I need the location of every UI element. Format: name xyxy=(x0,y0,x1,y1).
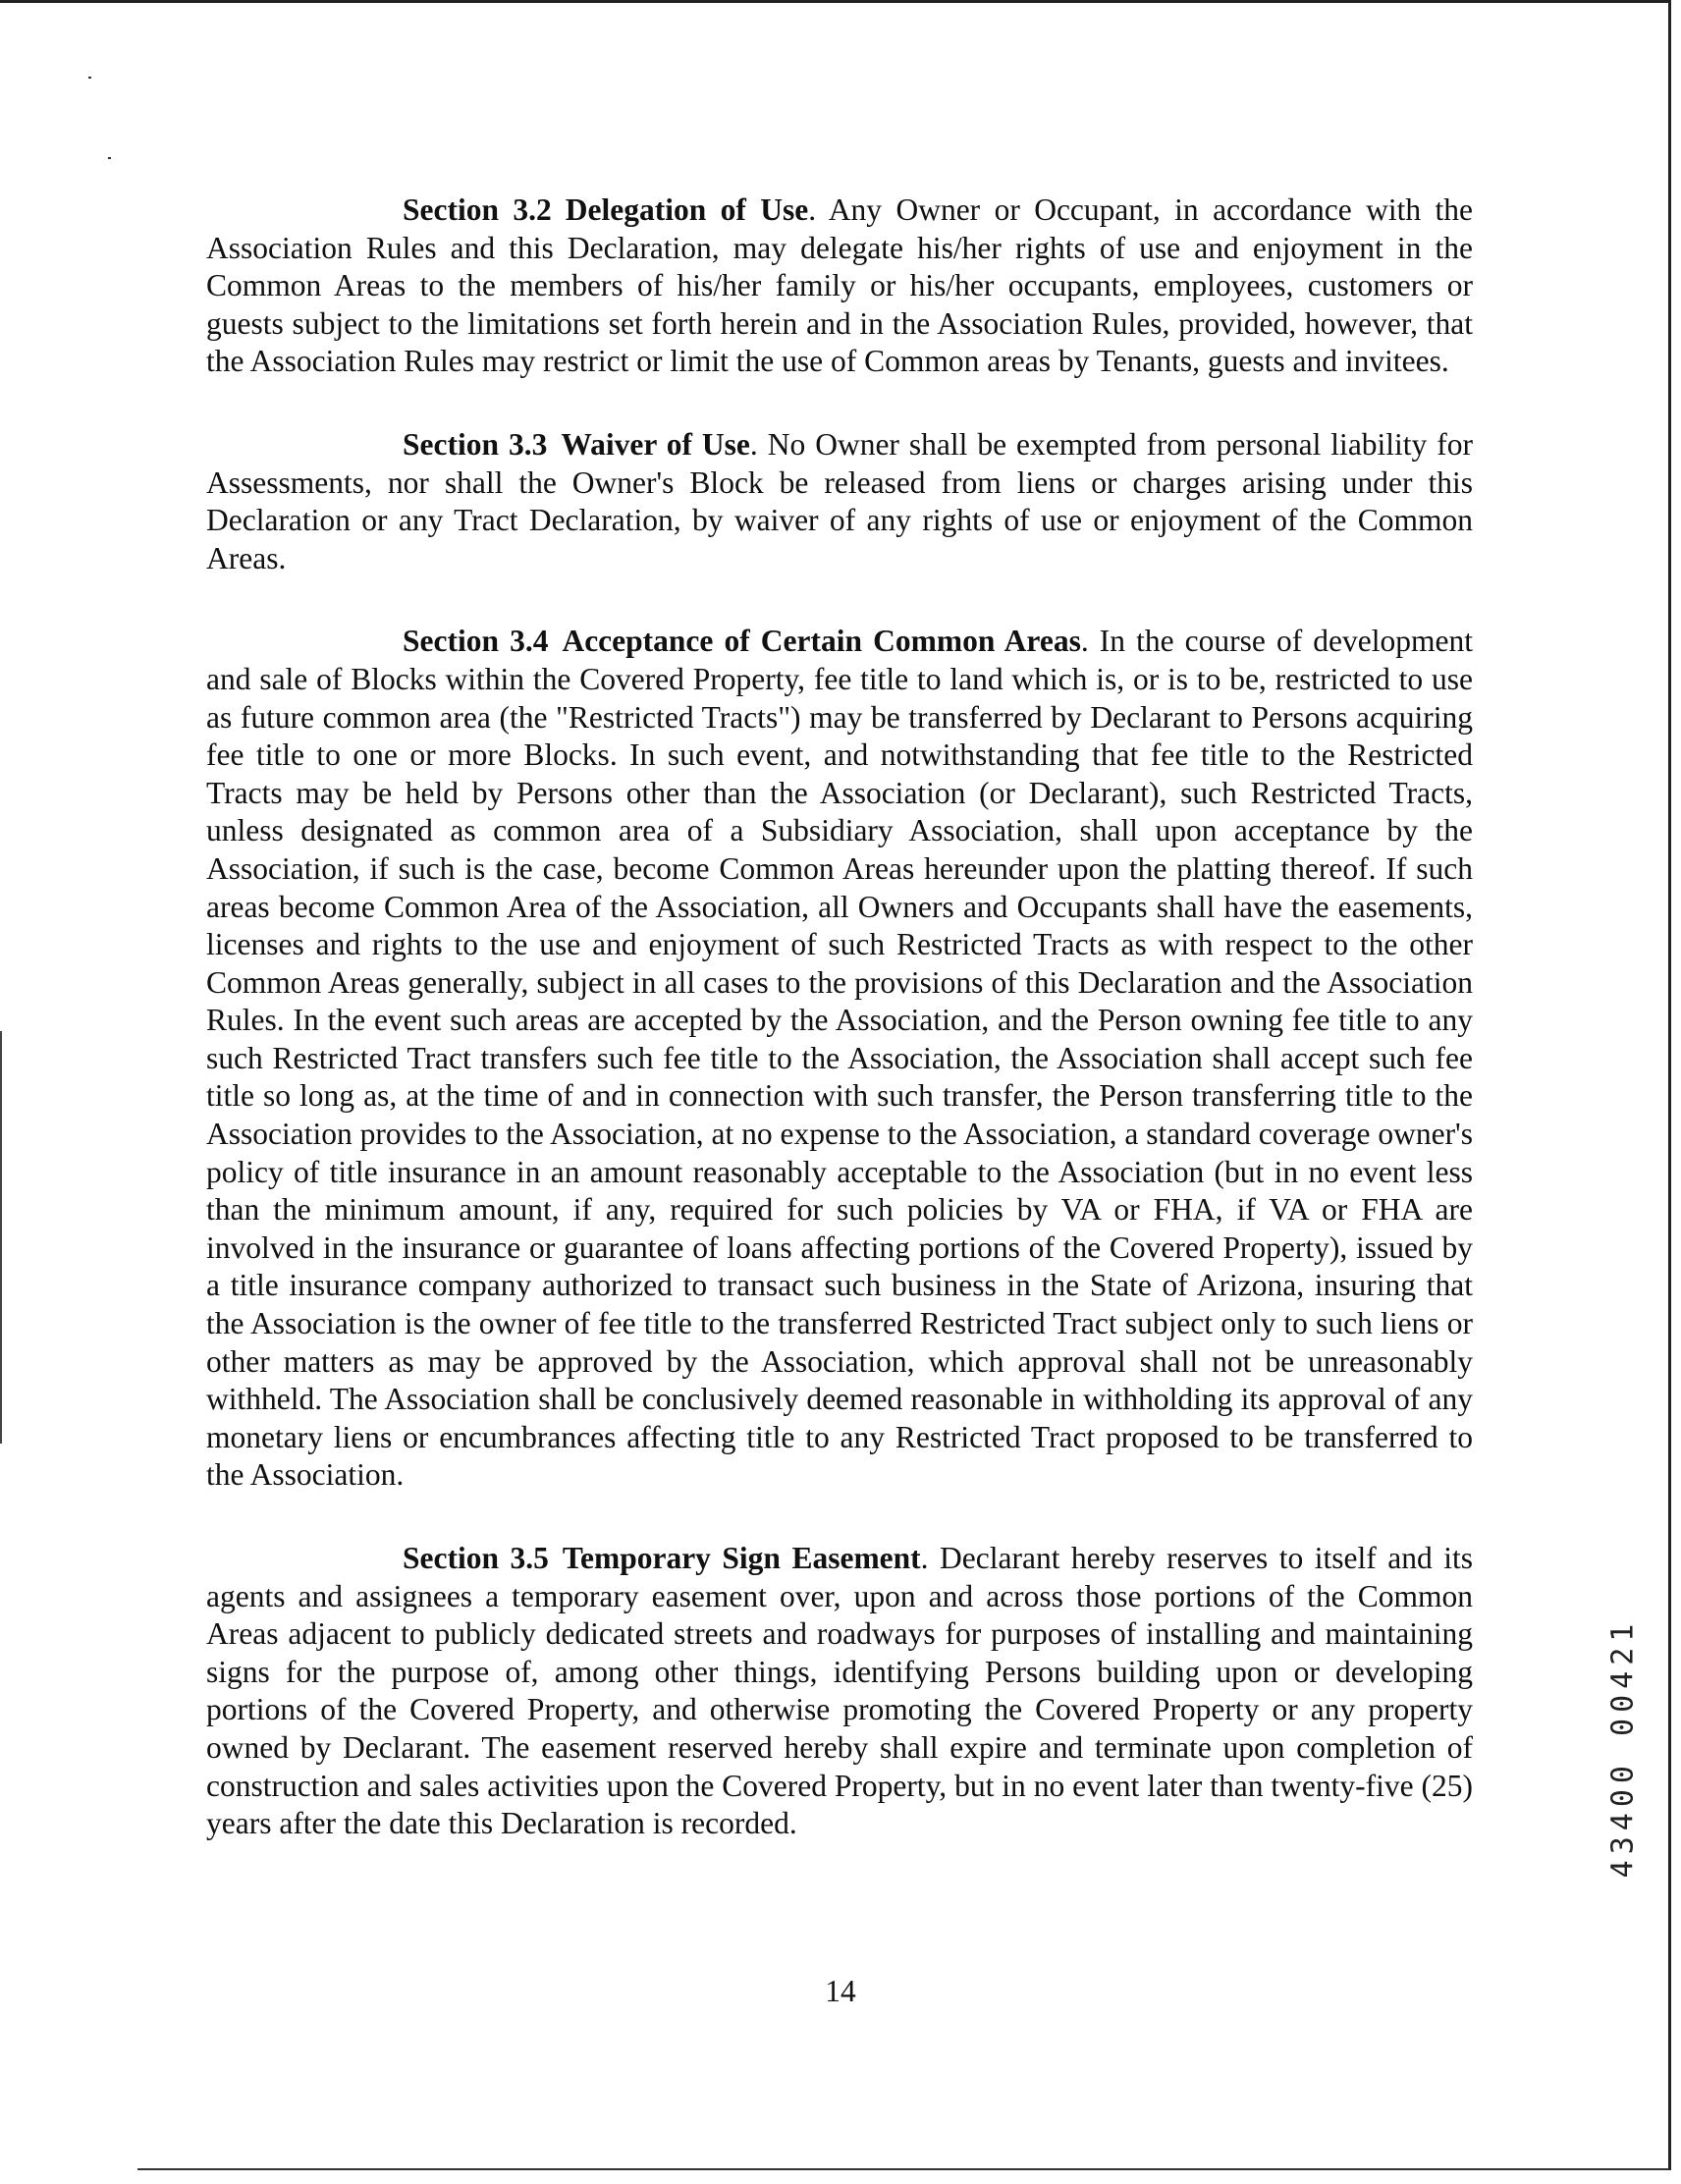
recording-number-stamp xyxy=(1606,1591,1640,1905)
section-text: . Any Owner or Occupant, in accordance with the Association Rules and this Declaration, may delegate his/her rights of use and enjoyment in the Common Areas to the members of his/her family or his/her occupants, employees, customers or guests subject to the limitations set forth herein and in the Association Rules, provided, however, that the Association Rules may restrict or limit the use of Common areas by Tenants, guests and invitees. xyxy=(206,192,1473,379)
scan-speck xyxy=(88,77,91,79)
section-3-3 xyxy=(206,426,1473,577)
section-number: Section 3.3 xyxy=(403,426,548,462)
section-text: . In the course of development and sale of Blocks within the Covered Property, fee title to land which is, or is to be, restricted to use as future common area (the "Restricted Tracts") may be transferred by Declarant to Persons acquiring fee title to one or more Blocks. In such event, and notwithstanding that fee title to the Restricted Tracts may be held by Persons other than the Association (or Declarant), such Restricted Tracts, unless designated as common area of a Subsidiary Association, shall upon acceptance by the Association, if such is the case, become Common Areas hereunder upon the platting thereof. If such areas become Common Area of the Association, all Owners and Occupants shall have the easements, licenses and rights to the use and enjoyment of such Restricted Tracts as with respect to the other Common Areas generally, subject in all cases to the provisions of this Declaration and the Association Rules. In the event such areas are accepted by the Association, and the Person owning fee title to any such Restricted Tract transfers such fee title to the Association, the Association shall accept such fee title so long as, at the time of and in connection with such transfer, the Person transferring title to the Association provides to the Association, at no expense to the Association, a standard coverage owner's policy of title insurance in an amount reasonably acceptable to the Association (but in no event less than the minimum amount, if any, required for such policies by VA or FHA, if VA or FHA are involved in the insurance or guarantee of loans affecting portions of the Covered Property), issued by a title insurance company authorized to transact such business in the State of Arizona, insuring that the Association is the owner of fee title to the transferred Restricted Tract subject only to such liens or other matters as may be approved by the Association, which approval shall not be unreasonably withheld. The Association shall be conclusively deemed reasonable in withholding its approval of any monetary liens or encumbrances affecting title to any Restricted Tract proposed to be transferred to the Association. xyxy=(206,624,1473,1493)
section-title: Waiver of Use xyxy=(561,426,750,462)
scan-speck xyxy=(108,157,111,159)
section-text: . Declarant hereby reserves to itself and its agents and assignees a temporary easement over, upon and across those portions of the Common Areas adjacent to publicly dedicated streets and roadways for purposes of installing and maintaining signs for the purpose of, among other things, identifying Persons building upon or developing portions of the Covered Property, and otherwise promoting the Covered Property or any property owned by Declarant. The easement reserved hereby shall expire and terminate upon completion of construction and sales activities upon the Covered Property, but in no event later than twenty-five (25) years after the date this Declaration is recorded. xyxy=(206,1541,1473,1841)
recording-number-text: 43400 00421 xyxy=(1605,1617,1641,1879)
section-text: . No Owner shall be exempted from personal liability for Assessments, nor shall the Owner's Block be released from liens or charges arising under this Declaration or any Tract Declaration, by waiver of any rights of use or enjoyment of the Common Areas. xyxy=(206,426,1473,575)
section-number: Section 3.2 xyxy=(403,192,552,227)
section-3-4 xyxy=(206,623,1473,1495)
scan-border-top xyxy=(0,0,1669,3)
section-title: Temporary Sign Easement xyxy=(562,1541,921,1575)
scan-left-mark xyxy=(0,1031,2,1444)
page-number: 14 xyxy=(825,1974,856,2008)
scan-border-bottom xyxy=(137,2168,1669,2170)
section-title: Delegation of Use xyxy=(565,192,809,227)
document-body xyxy=(206,191,1473,1888)
section-number: Section 3.4 xyxy=(403,624,549,659)
section-title: Acceptance of Certain Common Areas xyxy=(562,624,1081,659)
section-3-2 xyxy=(206,191,1473,381)
section-3-5 xyxy=(206,1540,1473,1843)
section-number: Section 3.5 xyxy=(403,1541,549,1575)
scan-border-right xyxy=(1668,0,1671,2170)
